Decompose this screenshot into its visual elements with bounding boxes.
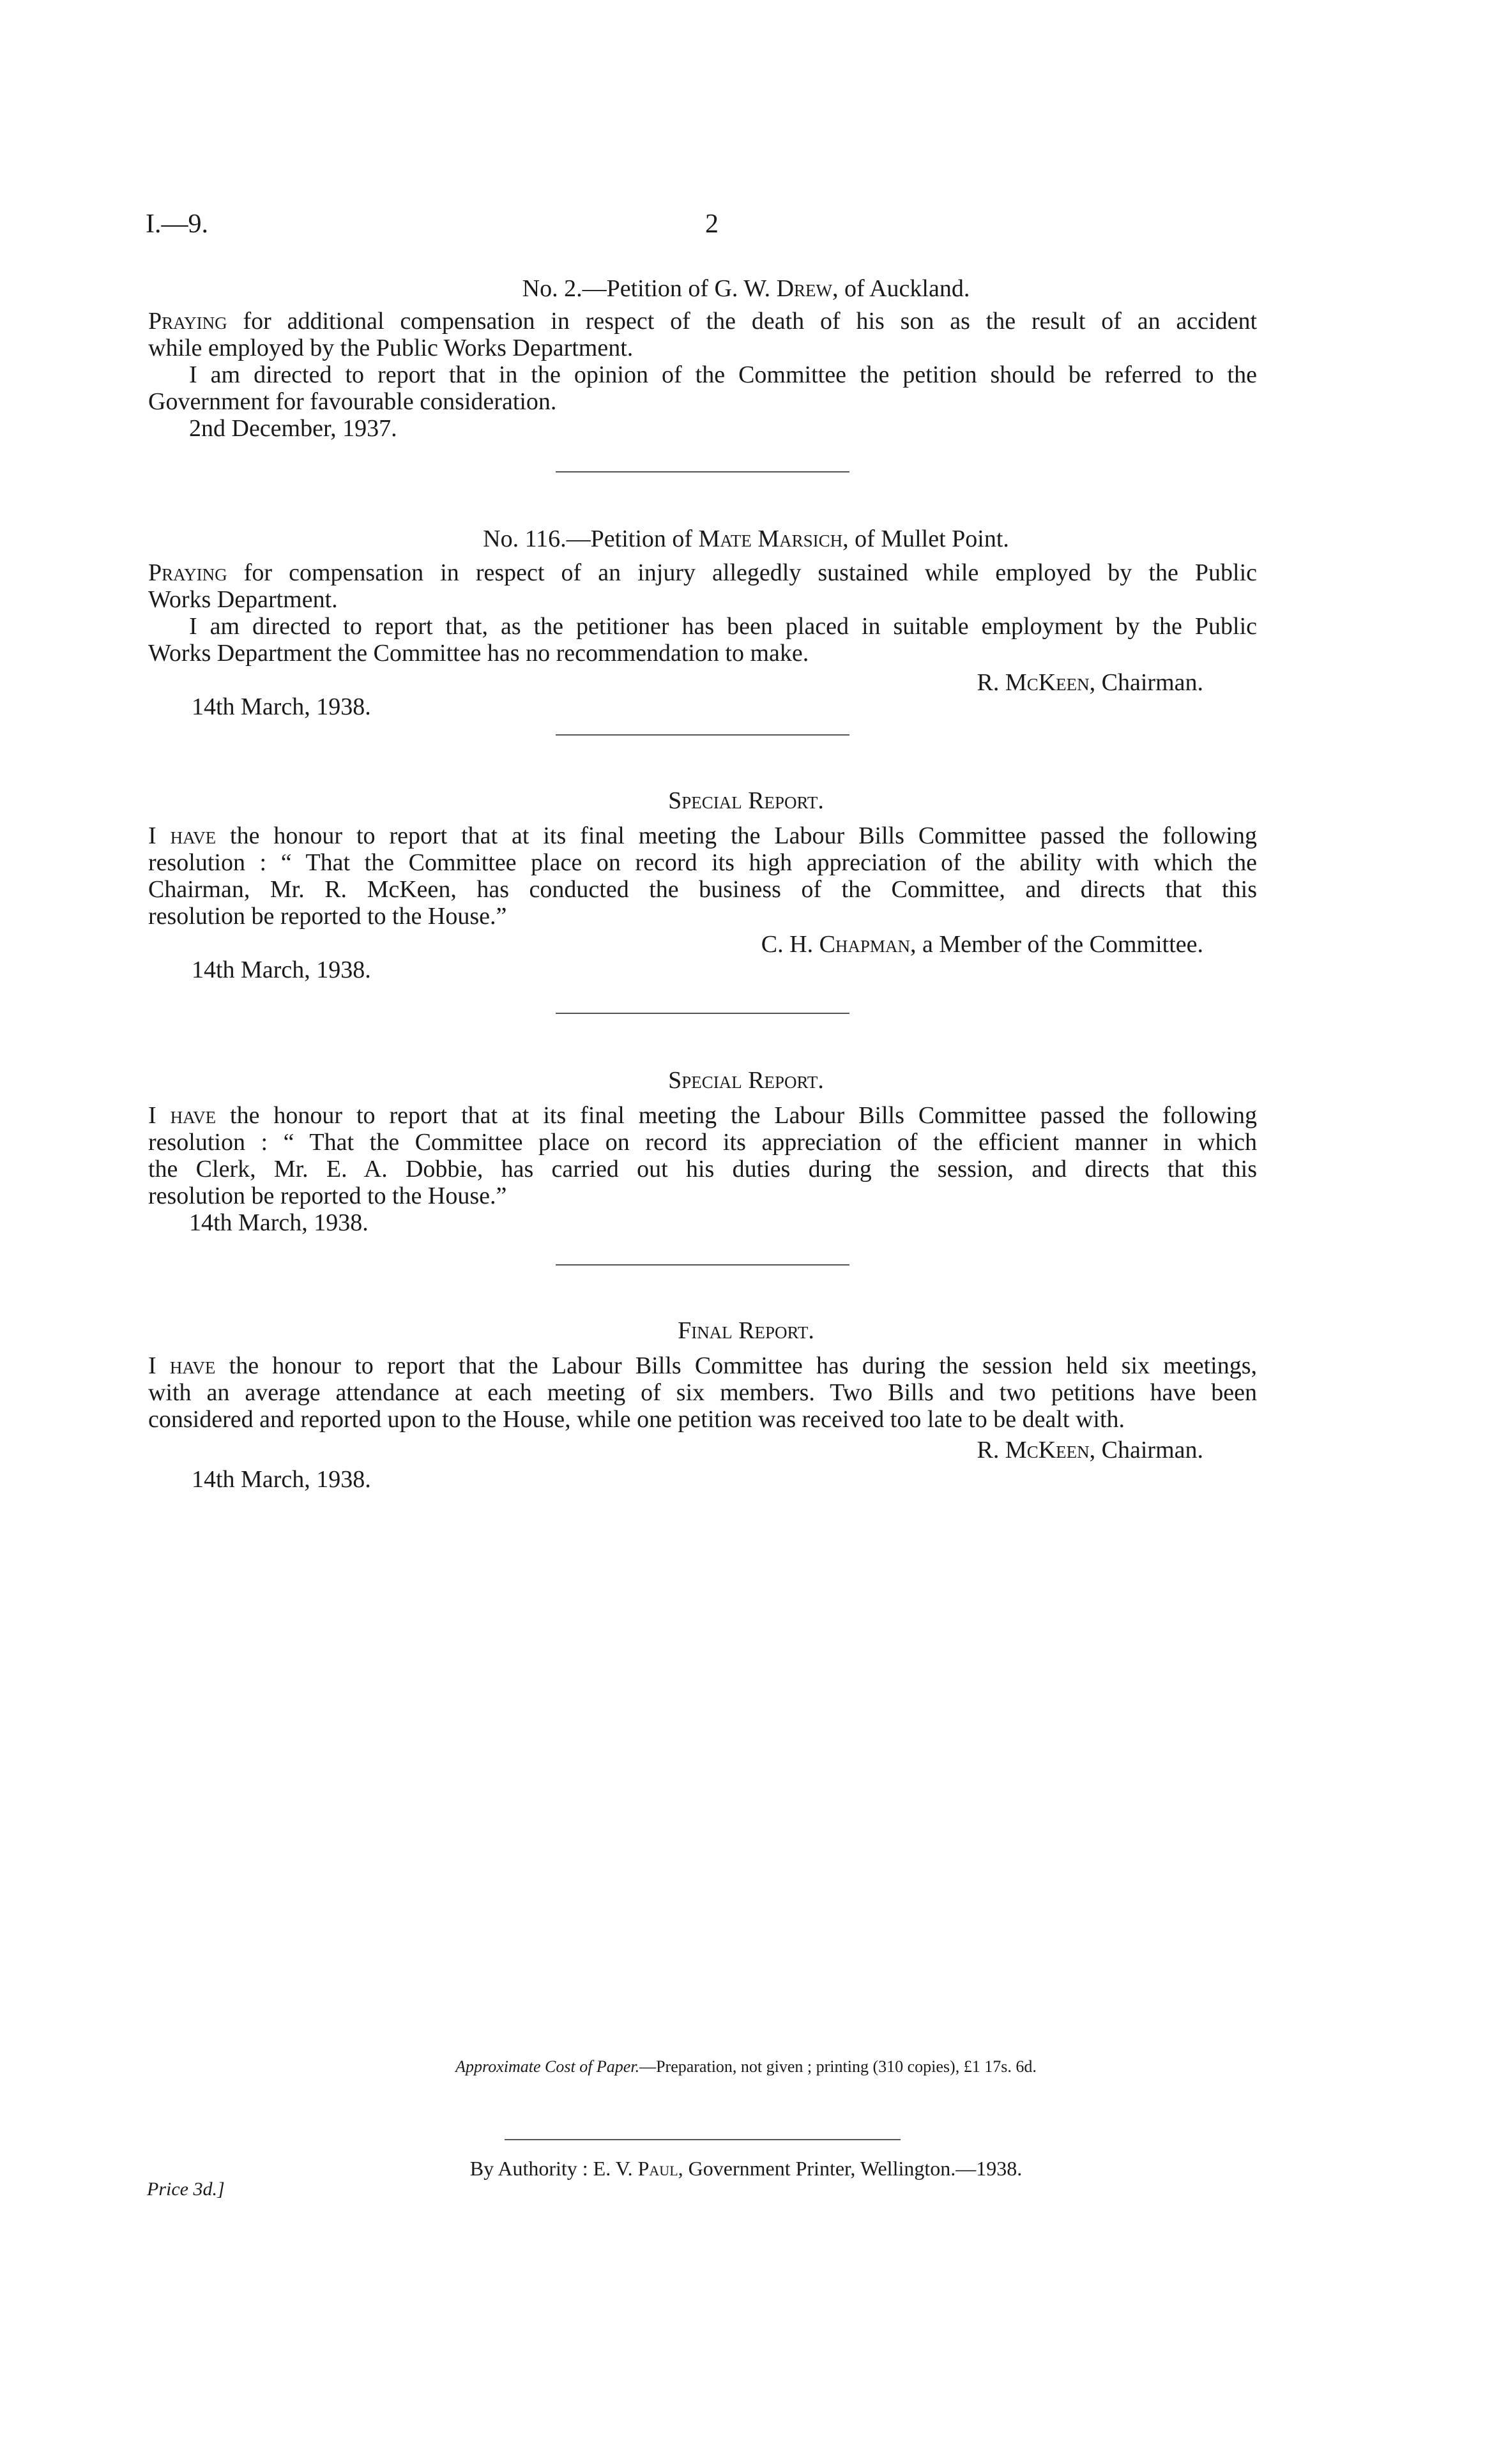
petition-116-date: 14th March, 1938. — [192, 693, 371, 720]
special-report-2-body — [148, 1102, 1257, 1236]
special-report-1-line-3: Chairman, Mr. R. McKeen, has conducted the business of the Committee, and directs that this — [148, 876, 1257, 903]
petition-116-title: No. 116.—Petition of Mate Marsich, of Mullet Point. — [483, 525, 1009, 552]
special-report-1-line-2: resolution : “ That the Committee place on record its high appreciation of the ability with which the — [148, 849, 1257, 876]
petition-2-body — [148, 308, 1257, 442]
final-report-line-2: with an average attendance at each meeting of six members. Two Bills and two petitions have been — [148, 1379, 1257, 1406]
petition-116-body — [148, 559, 1257, 667]
special-report-1-body — [148, 822, 1257, 930]
special-report-2-heading: Special Report. — [668, 1067, 824, 1094]
petition-116-line-1: Praying for compensation in respect of an injury allegedly sustained while employed by the Public — [148, 559, 1257, 586]
petition-2-line-1: Praying for additional compensation in respect of the death of his son as the result of an accident — [148, 308, 1257, 335]
special-report-2-line-4: resolution be reported to the House.” — [148, 1183, 507, 1209]
petition-116-line-4: Works Department the Committee has no recommendation to make. — [148, 640, 809, 667]
special-report-1-line-1: I have the honour to report that at its final meeting the Labour Bills Committee passed the following — [148, 822, 1257, 849]
special-report-1-signature: C. H. Chapman, a Member of the Committee. — [761, 931, 1203, 958]
petition-2-line-3: I am directed to report that in the opinion of the Committee the petition should be referred to the — [189, 361, 1257, 388]
page-number: 2 — [705, 209, 719, 239]
price: Price 3d.] — [147, 2179, 225, 2200]
final-report-line-1: I have the honour to report that the Labour Bills Committee has during the session held six meetings, — [148, 1352, 1257, 1379]
special-report-1-line-4: resolution be reported to the House.” — [148, 903, 507, 930]
section-divider — [556, 1013, 849, 1014]
petition-116-signature: R. McKeen, Chairman. — [977, 669, 1203, 696]
special-report-2-date: 14th March, 1938. — [189, 1209, 369, 1236]
cost-of-paper-note: Approximate Cost of Paper.—Preparation, not given ; printing (310 copies), £1 17s. 6d. — [455, 2057, 1037, 2076]
section-divider — [556, 1264, 849, 1266]
final-report-date: 14th March, 1938. — [192, 1466, 371, 1493]
petition-2-line-2: while employed by the Public Works Department. — [148, 335, 634, 361]
document-reference: I.—9. — [146, 209, 208, 239]
final-report-heading: Final Report. — [678, 1317, 814, 1344]
footer-rule — [505, 2139, 901, 2140]
petition-2-line-4: Government for favourable consideration. — [148, 388, 557, 415]
special-report-2-line-1: I have the honour to report that at its final meeting the Labour Bills Committee passed the following — [148, 1102, 1257, 1129]
section-divider — [556, 734, 849, 736]
section-divider — [556, 471, 849, 472]
final-report-line-3: considered and reported upon to the House, while one petition was received too late to be dealt with. — [148, 1406, 1125, 1433]
special-report-1-date: 14th March, 1938. — [192, 956, 371, 983]
petition-116-line-3: I am directed to report that, as the petitioner has been placed in suitable employment by the Public — [189, 613, 1257, 640]
petition-116-line-2: Works Department. — [148, 586, 338, 613]
special-report-2-line-2: resolution : “ That the Committee place on record its appreciation of the efficient manner in which — [148, 1129, 1257, 1156]
special-report-2-line-3: the Clerk, Mr. E. A. Dobbie, has carried out his duties during the session, and directs that this — [148, 1156, 1257, 1183]
printer-authority: By Authority : E. V. Paul, Government Printer, Wellington.—1938. — [469, 2157, 1023, 2180]
petition-2-title: No. 2.—Petition of G. W. Drew, of Auckland. — [522, 275, 970, 302]
final-report-signature: R. McKeen, Chairman. — [977, 1437, 1203, 1463]
final-report-body — [148, 1352, 1257, 1433]
petition-2-date: 2nd December, 1937. — [189, 415, 397, 442]
special-report-1-heading: Special Report. — [668, 787, 824, 814]
